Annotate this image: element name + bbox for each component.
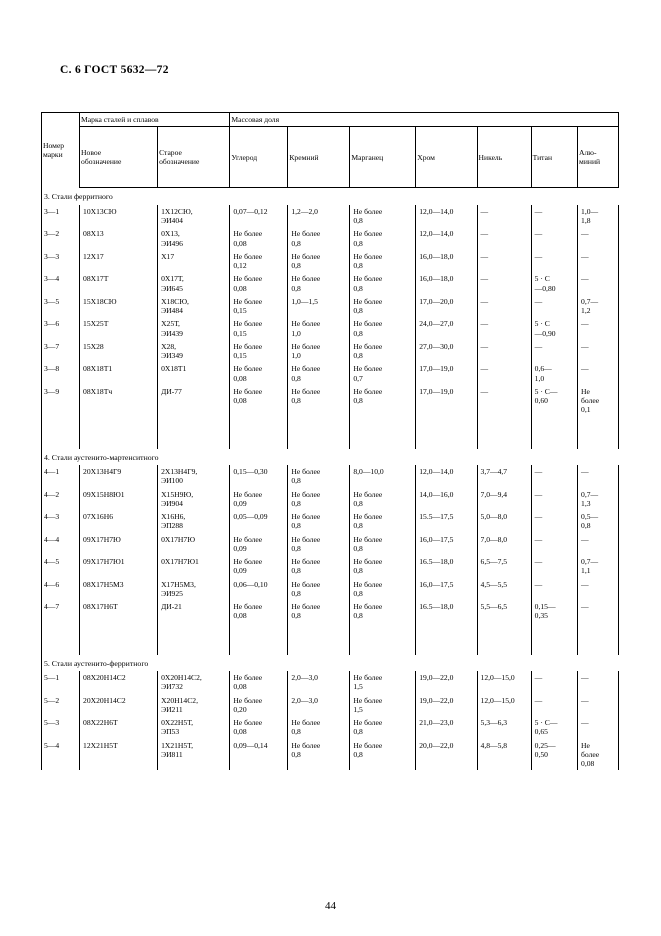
cell-num: 3—5 bbox=[42, 295, 80, 318]
cell-al: — bbox=[578, 362, 619, 385]
cell-cr: 14,0—16,0 bbox=[416, 488, 477, 511]
cell-num: 3—3 bbox=[42, 250, 80, 273]
cell-ti: — bbox=[531, 671, 577, 694]
cell-c: Не более 0,08 bbox=[230, 362, 288, 385]
table-row bbox=[42, 317, 619, 340]
cell-ni: 5,5—6,5 bbox=[477, 600, 531, 623]
cell-si: 1,2—2,0 bbox=[288, 205, 350, 228]
cell-num: 5—1 bbox=[42, 671, 80, 694]
cell-si: Не более 0,8 bbox=[288, 510, 350, 533]
cell-mn: Не более 1,5 bbox=[350, 671, 416, 694]
section-title-row bbox=[42, 655, 619, 672]
cell-c: Не более 0,08 bbox=[230, 600, 288, 623]
table-row bbox=[42, 739, 619, 771]
cell-old: Х18СЮ, ЭИ484 bbox=[158, 295, 230, 318]
cell-cr: 27,0—30,0 bbox=[416, 340, 477, 363]
table-row bbox=[42, 510, 619, 533]
cell-ti: — bbox=[531, 488, 577, 511]
table-row bbox=[42, 716, 619, 739]
cell-al: 0,5— 0,8 bbox=[578, 510, 619, 533]
cell-new: 08Х20Н14С2 bbox=[80, 671, 158, 694]
cell-num: 3—9 bbox=[42, 385, 80, 417]
cell-ni: — bbox=[477, 295, 531, 318]
cell-al: — bbox=[578, 716, 619, 739]
table-row bbox=[42, 205, 619, 228]
spacer-cell bbox=[416, 417, 477, 449]
cell-al: — bbox=[578, 600, 619, 623]
cell-old: 0Х22Н5Т, ЭП53 bbox=[158, 716, 230, 739]
cell-old: ДИ-21 bbox=[158, 600, 230, 623]
cell-al: — bbox=[578, 694, 619, 717]
cell-old: Х25Т, ЭИ439 bbox=[158, 317, 230, 340]
header-mass-fraction: Массовая доля bbox=[230, 113, 619, 127]
cell-ni: 4,5—5,5 bbox=[477, 578, 531, 601]
cell-al: — bbox=[578, 250, 619, 273]
header-number-mark: Номер марки bbox=[42, 113, 80, 188]
cell-si: 1,0—1,5 bbox=[288, 295, 350, 318]
cell-ti: — bbox=[531, 533, 577, 556]
cell-ni: — bbox=[477, 317, 531, 340]
cell-old: 2Х13Н4Г9, ЭИ100 bbox=[158, 465, 230, 488]
cell-c: Не более 0,09 bbox=[230, 488, 288, 511]
cell-new: 09Х17Н7Ю bbox=[80, 533, 158, 556]
header-new-designation: Новое обозначение bbox=[80, 127, 158, 188]
cell-mn: Не более 0,8 bbox=[350, 488, 416, 511]
cell-new: 15Х18СЮ bbox=[80, 295, 158, 318]
cell-ti: — bbox=[531, 340, 577, 363]
cell-cr: 16.5—18,0 bbox=[416, 600, 477, 623]
cell-mn: Не более 0,8 bbox=[350, 578, 416, 601]
cell-ni: — bbox=[477, 385, 531, 417]
cell-old: Х15Н9Ю, ЭИ904 bbox=[158, 488, 230, 511]
page-footer: 44 bbox=[325, 900, 336, 912]
cell-ti: 0,15— 0,35 bbox=[531, 600, 577, 623]
cell-al: Не более 0,1 bbox=[578, 385, 619, 417]
cell-cr: 21,0—23,0 bbox=[416, 716, 477, 739]
cell-new: 20Х13Н4Г9 bbox=[80, 465, 158, 488]
table-row bbox=[42, 600, 619, 623]
cell-si: Не более 0,8 bbox=[288, 555, 350, 578]
cell-new: 09Х17Н7Ю1 bbox=[80, 555, 158, 578]
cell-old: Х16Н6, ЭП288 bbox=[158, 510, 230, 533]
cell-new: 08Х17Т bbox=[80, 272, 158, 295]
cell-al: — bbox=[578, 317, 619, 340]
section-title-row bbox=[42, 188, 619, 205]
spacer-cell bbox=[230, 417, 288, 449]
section-spacer bbox=[42, 623, 619, 655]
cell-old: ДИ-77 bbox=[158, 385, 230, 417]
cell-cr: 19,0—22,0 bbox=[416, 671, 477, 694]
cell-cr: 15.5—17,5 bbox=[416, 510, 477, 533]
cell-cr: 16,0—18,0 bbox=[416, 272, 477, 295]
table-body bbox=[42, 188, 619, 771]
cell-mn: Не более 0,8 bbox=[350, 205, 416, 228]
cell-mn: Не более 0,8 bbox=[350, 340, 416, 363]
cell-si: Не более 0,8 bbox=[288, 272, 350, 295]
cell-cr: 17,0—20,0 bbox=[416, 295, 477, 318]
cell-num: 4—7 bbox=[42, 600, 80, 623]
spacer-cell bbox=[416, 623, 477, 655]
table-header-row-1 bbox=[42, 113, 619, 127]
cell-ni: 7,0—9,4 bbox=[477, 488, 531, 511]
header-silicon: Кремний bbox=[288, 127, 350, 188]
cell-si: Не более 0,8 bbox=[288, 465, 350, 488]
cell-new: 12Х21Н5Т bbox=[80, 739, 158, 771]
cell-mn: Не более 0,8 bbox=[350, 510, 416, 533]
cell-c: Не более 0,15 bbox=[230, 295, 288, 318]
cell-ni: 6,5—7,5 bbox=[477, 555, 531, 578]
cell-old: 0Х17Н7Ю bbox=[158, 533, 230, 556]
cell-al: 0,7— 1,3 bbox=[578, 488, 619, 511]
section-title: 5. Стали аустенито-ферритного bbox=[42, 655, 619, 672]
cell-new: 08Х17Н6Т bbox=[80, 600, 158, 623]
cell-num: 3—1 bbox=[42, 205, 80, 228]
cell-ti: 0,25— 0,50 bbox=[531, 739, 577, 771]
cell-new: 09Х15Н8Ю1 bbox=[80, 488, 158, 511]
cell-new: 08Х13 bbox=[80, 227, 158, 250]
cell-ni: — bbox=[477, 250, 531, 273]
cell-old: 1Х21Н5Т, ЭИ811 bbox=[158, 739, 230, 771]
cell-si: Не более 0,8 bbox=[288, 488, 350, 511]
cell-ti: 5 · С —0,90 bbox=[531, 317, 577, 340]
cell-mn: Не более 0,8 bbox=[350, 385, 416, 417]
cell-old: 0Х18Т1 bbox=[158, 362, 230, 385]
cell-num: 5—3 bbox=[42, 716, 80, 739]
table-row bbox=[42, 295, 619, 318]
cell-mn: Не более 0,8 bbox=[350, 739, 416, 771]
header-carbon: Углерод bbox=[230, 127, 288, 188]
cell-cr: 16,0—17,5 bbox=[416, 578, 477, 601]
spacer-cell bbox=[288, 417, 350, 449]
cell-c: 0,09—0,14 bbox=[230, 739, 288, 771]
spacer-cell bbox=[578, 417, 619, 449]
cell-ti: — bbox=[531, 227, 577, 250]
cell-num: 4—5 bbox=[42, 555, 80, 578]
cell-mn: Не более 0,8 bbox=[350, 250, 416, 273]
table-row bbox=[42, 340, 619, 363]
cell-si: Не более 0,8 bbox=[288, 716, 350, 739]
cell-ni: — bbox=[477, 340, 531, 363]
spacer-cell bbox=[230, 623, 288, 655]
table-row bbox=[42, 578, 619, 601]
table-row bbox=[42, 555, 619, 578]
cell-new: 08Х17Н5М3 bbox=[80, 578, 158, 601]
cell-old: 0Х17Т, ЭИ645 bbox=[158, 272, 230, 295]
cell-cr: 17,0—19,0 bbox=[416, 385, 477, 417]
cell-num: 3—6 bbox=[42, 317, 80, 340]
header-chromium: Хром bbox=[416, 127, 477, 188]
header-titanium: Титан bbox=[531, 127, 577, 188]
spacer-cell bbox=[158, 417, 230, 449]
cell-si: Не более 0,8 bbox=[288, 250, 350, 273]
cell-c: 0,15—0,30 bbox=[230, 465, 288, 488]
cell-mn: Не более 0,8 bbox=[350, 295, 416, 318]
cell-mn: Не более 1,5 bbox=[350, 694, 416, 717]
cell-c: Не более 0,08 bbox=[230, 385, 288, 417]
cell-cr: 16,0—18,0 bbox=[416, 250, 477, 273]
spacer-cell bbox=[42, 623, 80, 655]
cell-c: 0,07—0,12 bbox=[230, 205, 288, 228]
cell-new: 08Х18Т1 bbox=[80, 362, 158, 385]
cell-num: 3—7 bbox=[42, 340, 80, 363]
spacer-cell bbox=[80, 623, 158, 655]
cell-c: Не более 0,12 bbox=[230, 250, 288, 273]
cell-cr: 19,0—22,0 bbox=[416, 694, 477, 717]
section-title: 3. Стали ферритного bbox=[42, 188, 619, 205]
spacer-cell bbox=[350, 417, 416, 449]
cell-ni: 4,8—5,8 bbox=[477, 739, 531, 771]
steel-grades-table bbox=[41, 112, 619, 770]
header-grades-group: Марка сталей и сплавов bbox=[80, 113, 230, 127]
header-nickel: Никель bbox=[477, 127, 531, 188]
cell-new: 08Х18Тч bbox=[80, 385, 158, 417]
cell-si: 2,0—3,0 bbox=[288, 694, 350, 717]
table-row bbox=[42, 533, 619, 556]
table-row bbox=[42, 488, 619, 511]
cell-si: Не более 0,8 bbox=[288, 739, 350, 771]
cell-old: Х17 bbox=[158, 250, 230, 273]
cell-mn: Не более 0,8 bbox=[350, 317, 416, 340]
cell-c: Не более 0,08 bbox=[230, 716, 288, 739]
table-row bbox=[42, 465, 619, 488]
cell-ni: — bbox=[477, 227, 531, 250]
cell-num: 5—2 bbox=[42, 694, 80, 717]
spacer-cell bbox=[42, 417, 80, 449]
cell-mn: Не более 0,8 bbox=[350, 600, 416, 623]
cell-ni: 12,0—15,0 bbox=[477, 694, 531, 717]
cell-new: 10Х13СЮ bbox=[80, 205, 158, 228]
cell-ti: 0,6— 1,0 bbox=[531, 362, 577, 385]
spacer-cell bbox=[531, 417, 577, 449]
cell-c: Не более 0,08 bbox=[230, 671, 288, 694]
cell-old: 0Х20Н14С2, ЭИ732 bbox=[158, 671, 230, 694]
cell-num: 5—4 bbox=[42, 739, 80, 771]
cell-c: 0,05—0,09 bbox=[230, 510, 288, 533]
cell-si: Не более 0,8 bbox=[288, 385, 350, 417]
cell-ti: — bbox=[531, 205, 577, 228]
cell-c: Не более 0,09 bbox=[230, 533, 288, 556]
cell-ti: — bbox=[531, 555, 577, 578]
cell-cr: 17,0—19,0 bbox=[416, 362, 477, 385]
cell-c: 0,06—0,10 bbox=[230, 578, 288, 601]
cell-ni: 12,0—15,0 bbox=[477, 671, 531, 694]
header-aluminium: Алю- миний bbox=[578, 127, 619, 188]
cell-ti: — bbox=[531, 578, 577, 601]
table-row bbox=[42, 227, 619, 250]
header-old-designation: Старое обозначение bbox=[158, 127, 230, 188]
cell-cr: 12,0—14,0 bbox=[416, 227, 477, 250]
cell-ti: — bbox=[531, 295, 577, 318]
cell-num: 4—1 bbox=[42, 465, 80, 488]
cell-num: 3—2 bbox=[42, 227, 80, 250]
cell-c: Не более 0,20 bbox=[230, 694, 288, 717]
cell-cr: 16,0—17,5 bbox=[416, 533, 477, 556]
cell-c: Не более 0,08 bbox=[230, 272, 288, 295]
cell-ni: 7,0—8,0 bbox=[477, 533, 531, 556]
cell-ti: — bbox=[531, 510, 577, 533]
spacer-cell bbox=[531, 623, 577, 655]
cell-ti: — bbox=[531, 465, 577, 488]
cell-num: 3—8 bbox=[42, 362, 80, 385]
cell-mn: Не более 0,8 bbox=[350, 533, 416, 556]
cell-al: — bbox=[578, 533, 619, 556]
cell-ni: 3,7—4,7 bbox=[477, 465, 531, 488]
cell-ti: 5 · С— 0,60 bbox=[531, 385, 577, 417]
cell-ti: 5 · С— 0,65 bbox=[531, 716, 577, 739]
cell-ni: — bbox=[477, 362, 531, 385]
spacer-cell bbox=[288, 623, 350, 655]
cell-ti: — bbox=[531, 250, 577, 273]
cell-mn: 8,0—10,0 bbox=[350, 465, 416, 488]
cell-old: Х20Н14С2, ЭИ211 bbox=[158, 694, 230, 717]
spacer-cell bbox=[477, 623, 531, 655]
cell-old: 1Х12СЮ, ЭИ404 bbox=[158, 205, 230, 228]
cell-new: 07Х16Н6 bbox=[80, 510, 158, 533]
cell-si: Не более 0,8 bbox=[288, 362, 350, 385]
cell-ni: 5,0—8,0 bbox=[477, 510, 531, 533]
spacer-cell bbox=[477, 417, 531, 449]
cell-al: Не более 0,08 bbox=[578, 739, 619, 771]
cell-mn: Не более 0,8 bbox=[350, 272, 416, 295]
table-row bbox=[42, 250, 619, 273]
cell-ti: — bbox=[531, 694, 577, 717]
cell-al: — bbox=[578, 340, 619, 363]
cell-si: Не более 1,0 bbox=[288, 317, 350, 340]
cell-si: Не более 0,8 bbox=[288, 578, 350, 601]
spacer-cell bbox=[350, 623, 416, 655]
cell-num: 3—4 bbox=[42, 272, 80, 295]
cell-c: Не более 0,08 bbox=[230, 227, 288, 250]
cell-new: 20Х20Н14С2 bbox=[80, 694, 158, 717]
table-row bbox=[42, 362, 619, 385]
cell-ti: 5 · С —0,80 bbox=[531, 272, 577, 295]
cell-c: Не более 0,15 bbox=[230, 317, 288, 340]
cell-new: 12Х17 bbox=[80, 250, 158, 273]
spacer-cell bbox=[158, 623, 230, 655]
cell-num: 4—2 bbox=[42, 488, 80, 511]
cell-old: Х28, ЭИ349 bbox=[158, 340, 230, 363]
header-manganese: Марганец bbox=[350, 127, 416, 188]
cell-c: Не более 0,09 bbox=[230, 555, 288, 578]
cell-ni: — bbox=[477, 205, 531, 228]
cell-si: Не более 1,0 bbox=[288, 340, 350, 363]
section-spacer bbox=[42, 417, 619, 449]
spacer-cell bbox=[80, 417, 158, 449]
cell-new: 15Х25Т bbox=[80, 317, 158, 340]
cell-new: 15Х28 bbox=[80, 340, 158, 363]
cell-new: 08Х22Н6Т bbox=[80, 716, 158, 739]
cell-si: Не более 0,8 bbox=[288, 227, 350, 250]
table-row bbox=[42, 385, 619, 417]
table-header-row-2 bbox=[42, 127, 619, 188]
cell-al: — bbox=[578, 578, 619, 601]
cell-ni: — bbox=[477, 272, 531, 295]
cell-c: Не более 0,15 bbox=[230, 340, 288, 363]
page-header: С. 6 ГОСТ 5632—72 bbox=[60, 64, 169, 76]
cell-num: 4—3 bbox=[42, 510, 80, 533]
cell-al: 0,7— 1,2 bbox=[578, 295, 619, 318]
cell-si: Не более 0,8 bbox=[288, 533, 350, 556]
table-head bbox=[42, 113, 619, 188]
cell-old: 0Х17Н7Ю1 bbox=[158, 555, 230, 578]
cell-cr: 12,0—14,0 bbox=[416, 465, 477, 488]
table-row bbox=[42, 671, 619, 694]
cell-cr: 16.5—18,0 bbox=[416, 555, 477, 578]
cell-mn: Не более 0,8 bbox=[350, 555, 416, 578]
cell-si: Не более 0,8 bbox=[288, 600, 350, 623]
cell-old: Х17Н5М3, ЭИ925 bbox=[158, 578, 230, 601]
section-title: 4. Стали аустенито-мартенситного bbox=[42, 449, 619, 466]
cell-al: — bbox=[578, 227, 619, 250]
table-row bbox=[42, 272, 619, 295]
cell-num: 4—6 bbox=[42, 578, 80, 601]
cell-al: 0,7— 1,1 bbox=[578, 555, 619, 578]
cell-ni: 5,3—6,3 bbox=[477, 716, 531, 739]
cell-mn: Не более 0,7 bbox=[350, 362, 416, 385]
cell-cr: 12,0—14,0 bbox=[416, 205, 477, 228]
cell-al: 1,0— 1,8 bbox=[578, 205, 619, 228]
cell-al: — bbox=[578, 671, 619, 694]
cell-si: 2,0—3,0 bbox=[288, 671, 350, 694]
cell-al: — bbox=[578, 465, 619, 488]
cell-al: — bbox=[578, 272, 619, 295]
cell-cr: 20,0—22,0 bbox=[416, 739, 477, 771]
spacer-cell bbox=[578, 623, 619, 655]
cell-cr: 24,0—27,0 bbox=[416, 317, 477, 340]
cell-mn: Не более 0,8 bbox=[350, 227, 416, 250]
table-row bbox=[42, 694, 619, 717]
cell-old: 0Х13, ЭИ496 bbox=[158, 227, 230, 250]
cell-mn: Не более 0,8 bbox=[350, 716, 416, 739]
section-title-row bbox=[42, 449, 619, 466]
cell-num: 4—4 bbox=[42, 533, 80, 556]
